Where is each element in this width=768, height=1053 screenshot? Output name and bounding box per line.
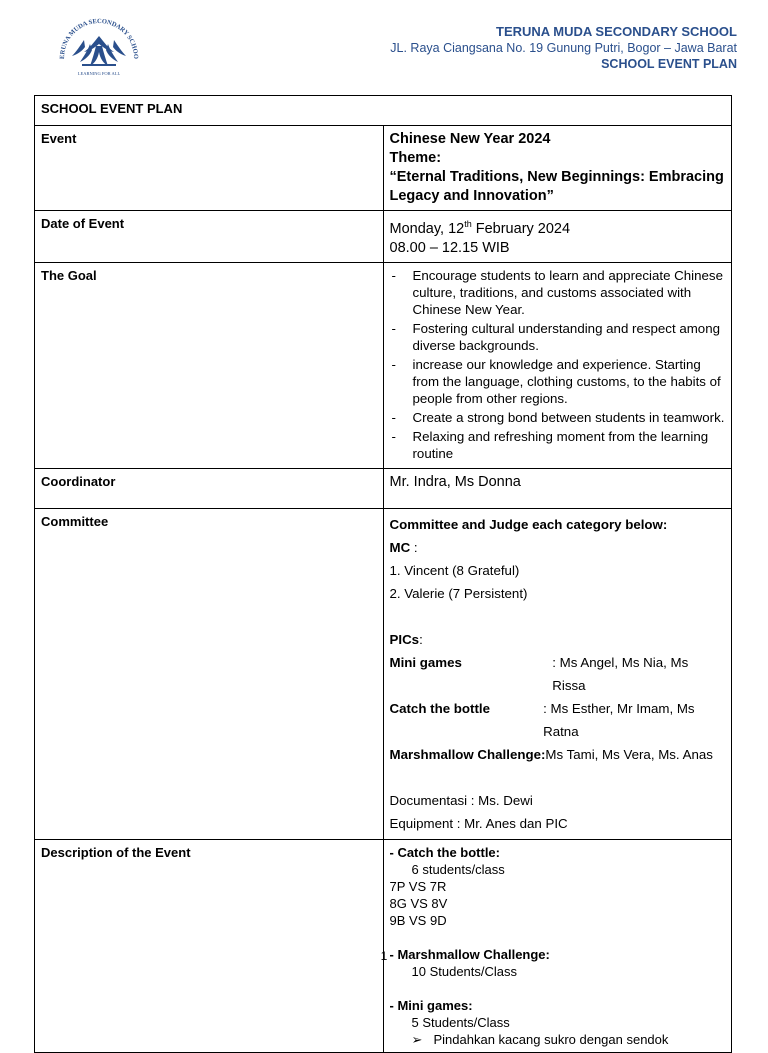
goal-list xyxy=(390,267,726,462)
goal-item: - Encourage students to learn and appreciate Chinese culture, traditions, and customs associated with Chinese New Year. xyxy=(390,267,726,318)
date-value xyxy=(383,211,732,263)
committee-value xyxy=(383,508,732,839)
event-value xyxy=(383,126,732,211)
committee-row xyxy=(35,508,732,839)
coordinator-label: Coordinator xyxy=(35,468,384,508)
goal-item: - Fostering cultural understanding and respect among diverse backgrounds. xyxy=(390,320,726,354)
committee-heading: Committee and Judge each category below: xyxy=(389,516,668,532)
pic-names: : Ms Angel, Ms Nia, Ms Rissa xyxy=(552,654,689,693)
table-title: SCHOOL EVENT PLAN xyxy=(35,96,732,126)
marsh-count: 10 Students/Class xyxy=(411,963,518,979)
pic-row xyxy=(390,651,726,697)
coordinator-value xyxy=(383,468,732,508)
description-row xyxy=(35,839,732,1052)
mini-title: - Mini games: xyxy=(389,997,473,1013)
match-item: 9B VS 9D xyxy=(389,912,447,928)
description-label: Description of the Event xyxy=(35,839,384,1052)
pic-names: : Ms Esther, Mr Imam, Ms Ratna xyxy=(543,700,695,739)
pic-row xyxy=(390,697,726,743)
goal-item: - Relaxing and refreshing moment from the learning routine xyxy=(390,428,726,462)
school-address: JL. Raya Ciangsana No. 19 Gunung Putri, Bogor – Jawa Barat xyxy=(390,41,737,55)
goal-row xyxy=(35,262,732,468)
coordinator-row xyxy=(35,468,732,508)
event-row xyxy=(35,126,732,211)
arrow-bullet-icon: ➢ xyxy=(411,1031,423,1047)
equipment-line: Equipment : Mr. Anes dan PIC xyxy=(389,815,568,831)
marsh-title: - Marshmallow Challenge: xyxy=(389,946,550,962)
mc-heading: MC : xyxy=(389,539,418,555)
pic-category: Mini games xyxy=(389,654,462,670)
event-date: Monday, 12th February 2024 xyxy=(389,219,571,237)
catch-title: - Catch the bottle: xyxy=(389,844,500,860)
table-title-row xyxy=(35,96,732,126)
catch-count: 6 students/class xyxy=(411,861,505,877)
goal-item: - Create a strong bond between students in teamwork. xyxy=(390,409,726,426)
mini-item: ➢ Pindahkan kacang sukro dengan sendok xyxy=(411,1031,669,1047)
school-logo xyxy=(54,18,144,78)
event-time: 08.00 – 12.15 WIB xyxy=(389,239,510,256)
description-value xyxy=(383,839,732,1052)
pic-category: Catch the bottle xyxy=(389,700,490,716)
page-number: 1 xyxy=(380,949,388,963)
theme-label: Theme: xyxy=(389,150,442,166)
pic-category: Marshmallow Challenge: xyxy=(389,746,546,762)
date-row xyxy=(35,211,732,263)
school-header xyxy=(390,24,737,72)
goal-label: The Goal xyxy=(35,262,384,468)
mini-count: 5 Students/Class xyxy=(411,1014,510,1030)
documentation-line: Documentasi : Ms. Dewi xyxy=(389,792,533,808)
event-theme: “Eternal Traditions, New Beginnings: Embracing Legacy and Innovation” xyxy=(389,169,724,204)
match-item: 7P VS 7R xyxy=(389,878,447,894)
goal-value xyxy=(383,262,732,468)
mc-item: 1. Vincent (8 Grateful) xyxy=(389,562,520,578)
event-label: Event xyxy=(35,126,384,211)
event-name: Chinese New Year 2024 xyxy=(389,131,551,147)
logo-arc-text: ERUNA MUDA SECONDARY SCHOO xyxy=(58,18,140,60)
pic-names: Ms Tami, Ms Vera, Ms. Anas xyxy=(545,746,713,762)
goal-item: - increase our knowledge and experience. Starting from the language, clothing customs, to the habits of people from other regions. xyxy=(390,356,726,407)
pics-heading: PICs: xyxy=(389,631,423,647)
coordinator-names: Mr. Indra, Ms Donna xyxy=(389,473,521,490)
logo-motto: LEARNING FOR ALL xyxy=(77,71,121,76)
date-label: Date of Event xyxy=(35,211,384,263)
document-type: SCHOOL EVENT PLAN xyxy=(601,57,737,71)
committee-label: Committee xyxy=(35,508,384,839)
pic-row xyxy=(390,743,726,766)
event-plan-table xyxy=(34,95,732,1053)
school-name: TERUNA MUDA SECONDARY SCHOOL xyxy=(496,24,737,39)
match-item: 8G VS 8V xyxy=(389,895,448,911)
mc-item: 2. Valerie (7 Persistent) xyxy=(389,585,528,601)
